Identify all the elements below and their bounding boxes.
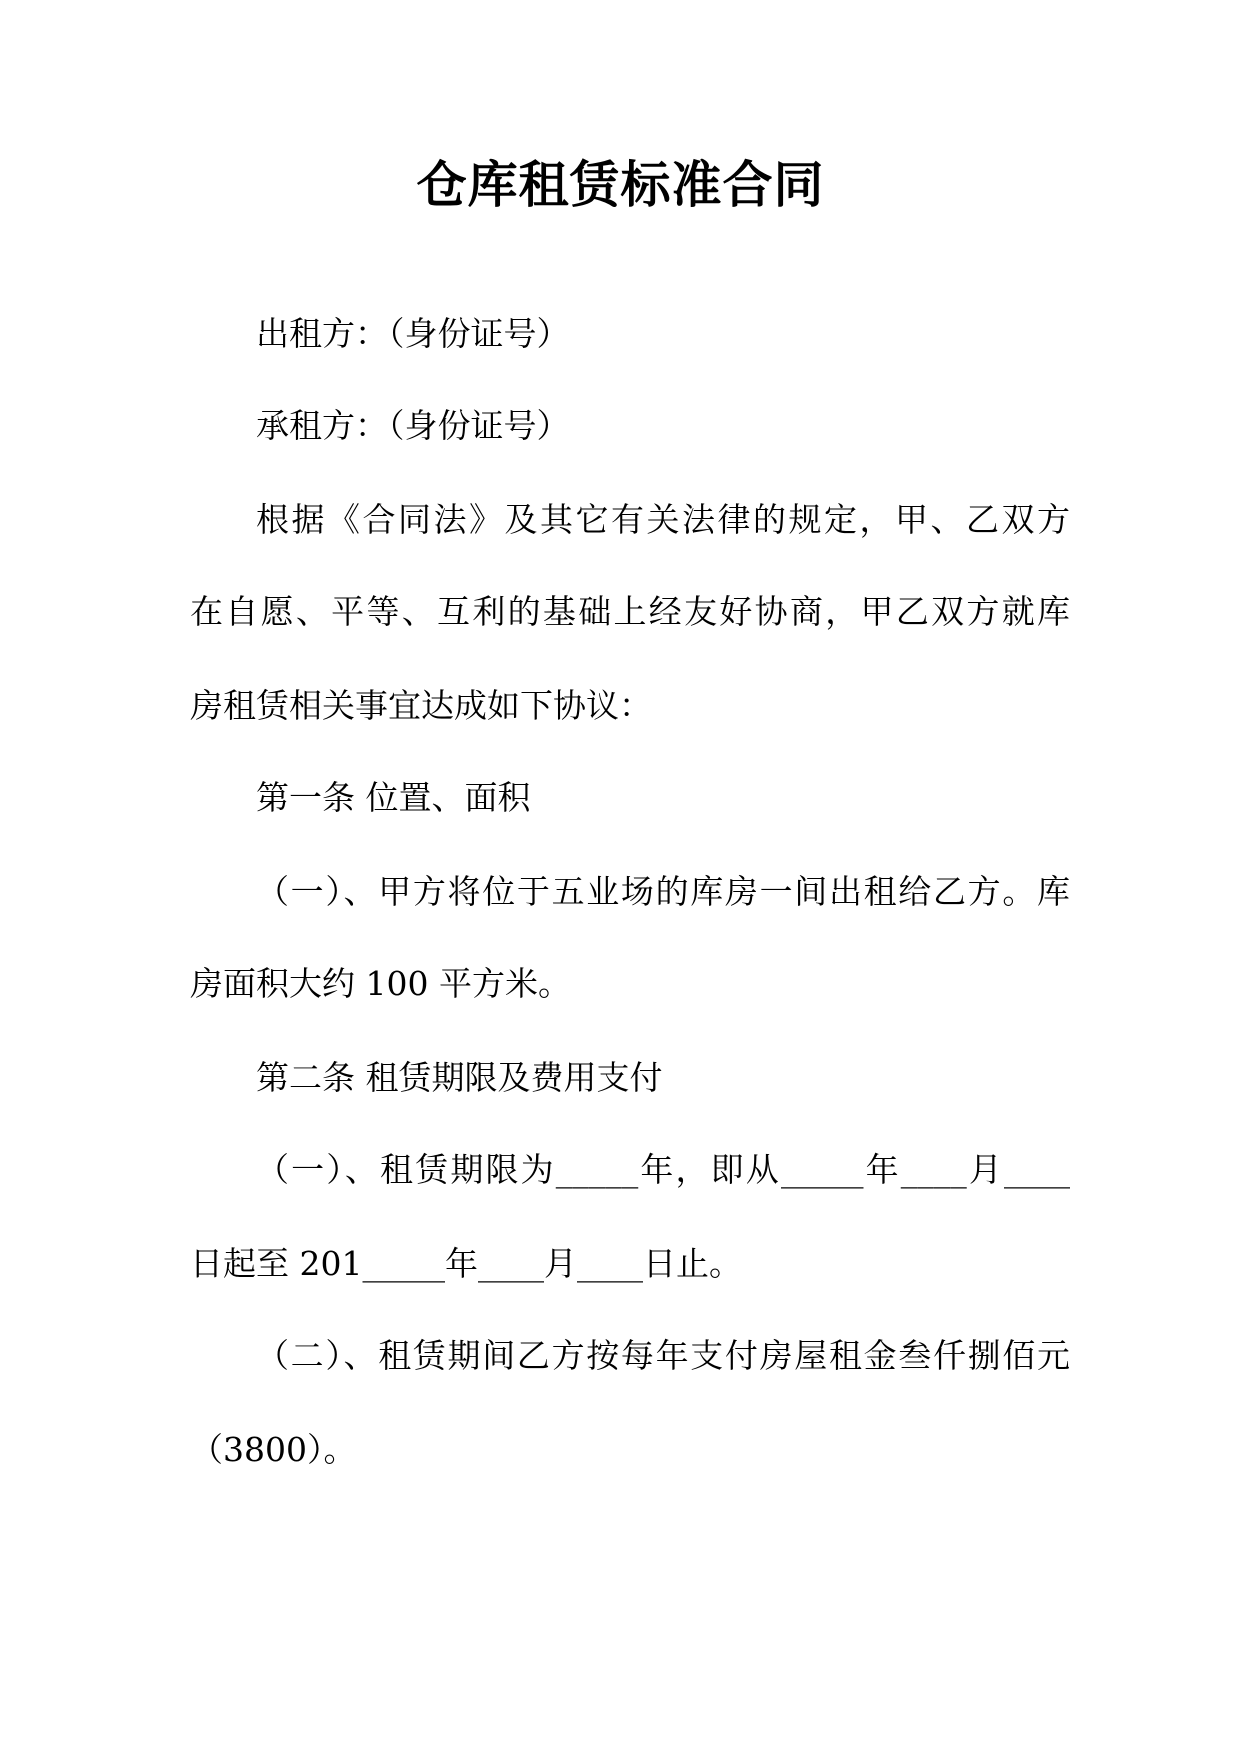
article-2-clause-1-line-1: （一）、租赁期限为_____年，即从_____年____月____ bbox=[256, 1150, 1070, 1189]
article-1-heading: 第一条 位置、面积 bbox=[256, 778, 531, 817]
document-title: 仓库租赁标准合同 bbox=[416, 156, 825, 214]
article-2-heading: 第二条 租赁期限及费用支付 bbox=[256, 1058, 663, 1097]
lessee-line: 承租方：（身份证号） bbox=[256, 406, 570, 445]
article-2-clause-2-line-1: （二）、租赁期间乙方按每年支付房屋租金叁仟捌佰元 bbox=[256, 1336, 1070, 1375]
article-1-clause-1-line-1: （一）、甲方将位于五业场的库房一间出租给乙方。库 bbox=[256, 872, 1070, 911]
article-2-clause-2-line-2: （3800）。 bbox=[190, 1430, 357, 1469]
preamble-line-1: 根据《合同法》及其它有关法律的规定，甲、乙双方 bbox=[256, 500, 1070, 539]
preamble-line-3: 房租赁相关事宜达成如下协议： bbox=[190, 686, 652, 725]
article-1-clause-1-line-2: 房面积大约 100 平方米。 bbox=[190, 964, 571, 1003]
preamble-line-2: 在自愿、平等、互利的基础上经友好协商，甲乙双方就库 bbox=[190, 592, 1070, 631]
article-2-clause-1-line-2: 日起至 201_____年____月____日止。 bbox=[190, 1244, 742, 1283]
lessor-line: 出租方：（身份证号） bbox=[256, 314, 570, 353]
